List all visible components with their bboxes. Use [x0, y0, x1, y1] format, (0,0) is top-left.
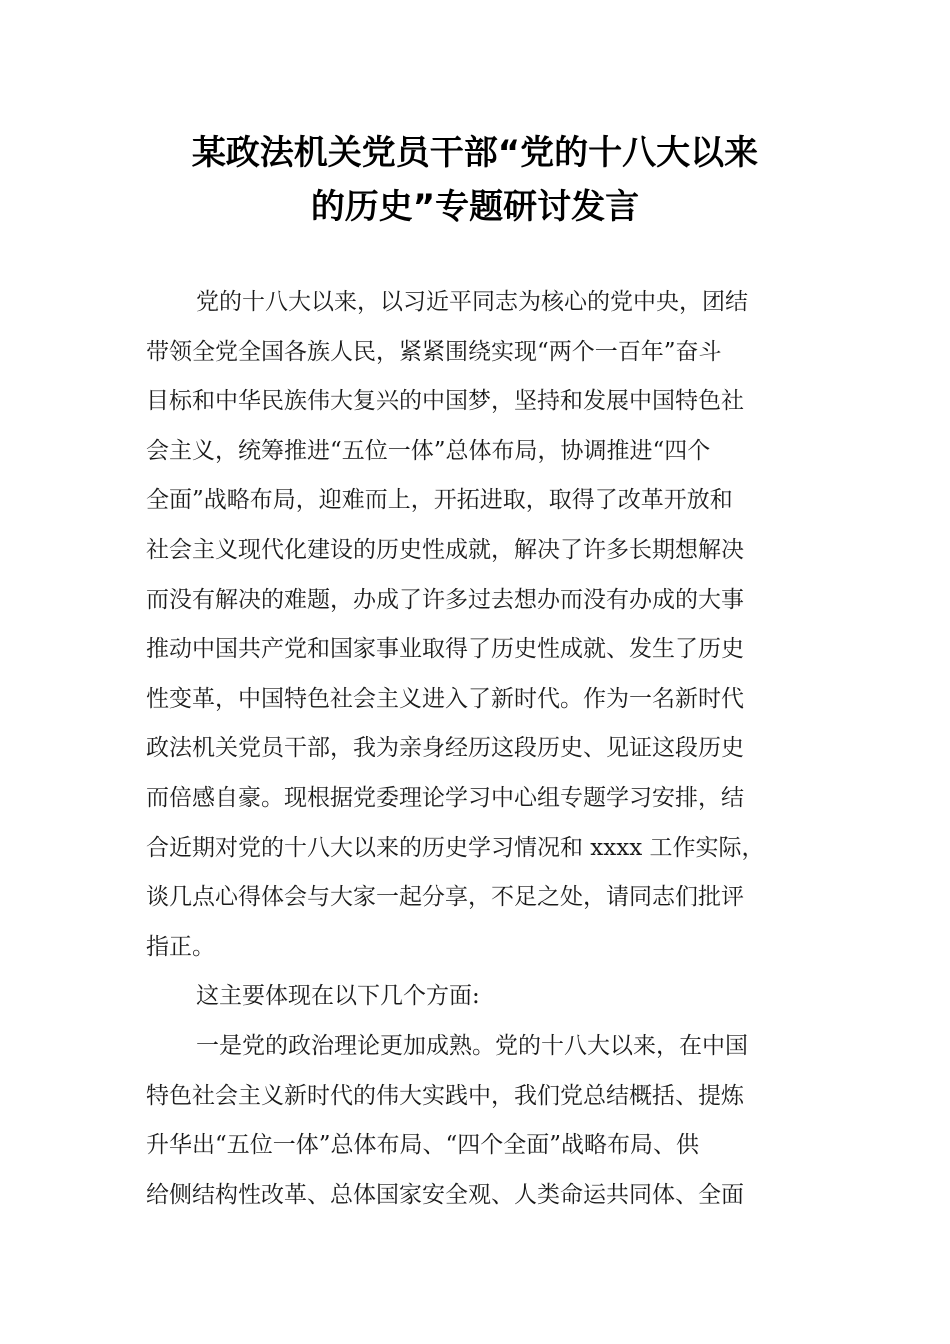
- paragraph-line: 给侧结构性改革、总体国家安全观、人类命运共同体、全面: [146, 1181, 744, 1208]
- paragraph-line: 指正。: [146, 933, 215, 960]
- document-body: [146, 278, 810, 1220]
- paragraph-line: 一是党的政治理论更加成熟。党的十八大以来，在中国: [196, 1032, 748, 1059]
- paragraph-line: 这主要体现在以下几个方面:: [196, 983, 480, 1010]
- paragraph-line: 带领全党全国各族人民，紧紧围绕实现“两个一百年”奋斗: [146, 338, 722, 365]
- paragraph-line: 推动中国共产党和国家事业取得了历史性成就、发生了历史: [146, 636, 744, 663]
- paragraph-line: 党的十八大以来，以习近平同志为核心的党中央，团结: [196, 289, 748, 315]
- paragraph-line: 而倍感自豪。现根据党委理论学习中心组专题学习安排，结: [146, 784, 744, 811]
- paragraph-line: 谈几点心得体会与大家一起分享，不足之处，请同志们批评: [146, 884, 744, 911]
- title-line: 某政法机关党员干部“党的十八大以来: [191, 133, 759, 173]
- paragraph-line: 特色社会主义新时代的伟大实践中，我们党总结概括、提炼: [146, 1082, 744, 1109]
- paragraph-line: 升华出“五位一体”总体布局、“四个全面”战略布局、供: [146, 1132, 700, 1159]
- paragraph-line: 社会主义现代化建设的历史性成就，解决了许多长期想解决: [146, 536, 744, 563]
- paragraph-line: 全面”战略布局，迎难而上，开拓进取，取得了改革开放和: [146, 487, 733, 514]
- paragraph-line: 政法机关党员干部，我为亲身经历这段历史、见证这段历史: [146, 735, 744, 762]
- paragraph-line: 会主义，统筹推进“五位一体”总体布局，协调推进“四个: [146, 437, 711, 464]
- title-line: 的历史”专题研讨发言: [310, 187, 640, 227]
- paragraph-line: 目标和中华民族伟大复兴的中国梦，坚持和发展中国特色社: [146, 388, 744, 415]
- paragraph-line: 性变革，中国特色社会主义进入了新时代。作为一名新时代: [146, 685, 744, 712]
- paragraph-line: 而没有解决的难题，办成了许多过去想办而没有办成的大事: [146, 586, 744, 613]
- paragraph-line: 合近期对党的十八大以来的历史学习情况和 xxxx 工作实际，: [146, 834, 765, 861]
- document-title: [100, 126, 850, 234]
